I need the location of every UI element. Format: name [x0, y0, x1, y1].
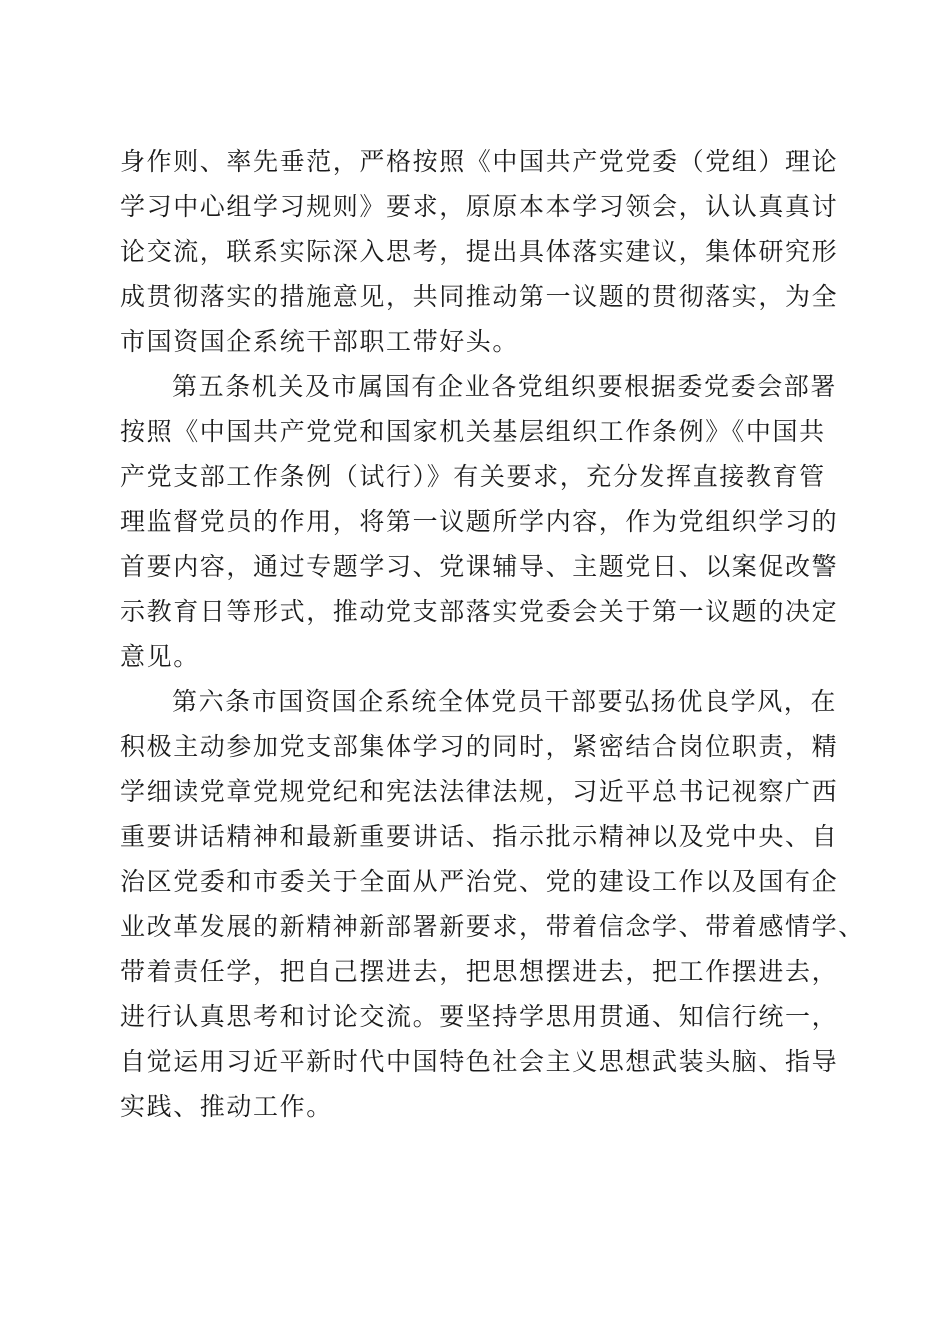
text-line: 意见。	[120, 642, 200, 671]
text-line: 第六条市国资国企系统全体党员干部要弘扬优良学风，在	[172, 687, 838, 716]
text-line: 业改革发展的新精神新部署新要求，带着信念学、带着感情学、	[120, 912, 865, 941]
text-line: 学习中心组学习规则》要求，原原本本学习领会，认认真真讨	[120, 192, 839, 221]
text-line: 成贯彻落实的措施意见，共同推动第一议题的贯彻落实，为全	[120, 282, 839, 311]
text-line: 进行认真思考和讨论交流。要坚持学思用贯通、知信行统一，	[120, 1002, 839, 1031]
text-line: 示教育日等形式，推动党支部落实党委会关于第一议题的决定	[120, 597, 839, 626]
text-line: 积极主动参加党支部集体学习的同时，紧密结合岗位职责，精	[120, 732, 839, 761]
text-line: 带着责任学，把自己摆进去，把思想摆进去，把工作摆进去，	[120, 957, 839, 986]
text-line: 理监督党员的作用，将第一议题所学内容，作为党组织学习的	[120, 507, 839, 536]
text-line: 市国资国企系统干部职工带好头。	[120, 327, 520, 356]
text-line: 自觉运用习近平新时代中国特色社会主义思想武装头脑、指导	[120, 1047, 839, 1076]
text-line: 产党支部工作条例（试行）》有关要求，充分发挥直接教育管	[120, 462, 826, 491]
text-line: 重要讲话精神和最新重要讲话、指示批示精神以及党中央、自	[120, 822, 839, 851]
text-line: 身作则、率先垂范，严格按照《中国共产党党委（党组）理论	[120, 147, 839, 176]
text-line: 论交流，联系实际深入思考，提出具体落实建议，集体研究形	[120, 237, 839, 266]
text-line: 实践、推动工作。	[120, 1092, 333, 1121]
text-line: 第五条机关及市属国有企业各党组织要根据委党委会部署	[172, 372, 838, 401]
text-line: 按照《中国共产党党和国家机关基层组织工作条例》《中国共	[120, 417, 826, 446]
text-line: 首要内容，通过专题学习、党课辅导、主题党日、以案促改警	[120, 552, 839, 581]
text-line: 治区党委和市委关于全面从严治党、党的建设工作以及国有企	[120, 867, 839, 896]
text-line: 学细读党章党规党纪和宪法法律法规，习近平总书记视察广西	[120, 777, 839, 806]
